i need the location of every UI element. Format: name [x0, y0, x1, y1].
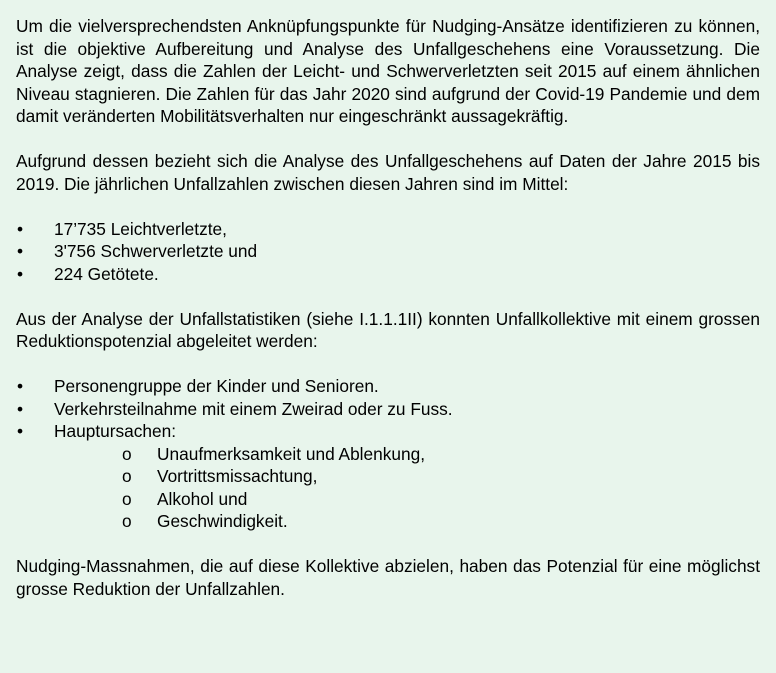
cause-inattention: o Unaufmerksamkeit und Ablenkung, [16, 443, 760, 466]
intro-paragraph: Um die vielversprechendsten Anknüpfungspunkte für Nudging-Ansätze identifizieren zu können, ist die objektive Aufbereitung und Analyse des Unfallgeschehens eine Voraussetzung. Die Analyse zeigt, dass die Zahlen der Leicht- und Schwerverletzten seit 2015 auf einem ähnlichen Niveau stagnieren. Die Zahlen für das Jahr 2020 sind aufgrund der Covid-19 Pandemie und dem damit veränderten Mobilitätsverhalten nur eingeschränkt aussagekräftig. [16, 16, 760, 126]
cause-alcohol: o Alkohol und [16, 488, 760, 511]
stat-serious-injuries: • 3'756 Schwerverletzte und [16, 240, 760, 263]
paragraph-spacer [16, 128, 760, 151]
paragraph-spacer [16, 533, 760, 556]
paragraph-spacer [16, 195, 760, 218]
paragraph-spacer [16, 285, 760, 308]
data-basis-paragraph: Aufgrund dessen bezieht sich die Analyse des Unfallgeschehens auf Daten der Jahre 2015 bis 2019. Die jährlichen Unfallzahlen zwischen diesen Jahren sind im Mittel: [16, 151, 760, 194]
stat-light-injuries: • 17’735 Leichtverletzte, [16, 218, 760, 241]
collective-two-wheelers-pedestrians: • Verkehrsteilnahme mit einem Zweirad oder zu Fuss. [16, 398, 760, 421]
accident-stats-list [16, 218, 760, 286]
paragraph-spacer [16, 353, 760, 376]
analysis-paragraph: Aus der Analyse der Unfallstatistiken (siehe I.1.1.1II) konnten Unfallkollektive mit einem grossen Reduktionspotenzial abgeleitet werden: [16, 308, 760, 351]
accident-collectives-list [16, 375, 760, 443]
collective-children-seniors: • Personengruppe der Kinder und Senioren. [16, 375, 760, 398]
main-causes-label: Hauptursachen: [54, 421, 177, 441]
cause-right-of-way: o Vortrittsmissachtung, [16, 465, 760, 488]
conclusion-paragraph: Nudging-Massnahmen, die auf diese Kollektive abzielen, haben das Potenzial für eine möglichst grosse Reduktion der Unfallzahlen. [16, 556, 760, 599]
stat-fatalities: • 224 Getötete. [16, 263, 760, 286]
main-causes-list [16, 443, 760, 533]
cause-speed: o Geschwindigkeit. [16, 510, 760, 533]
collective-main-causes [16, 420, 760, 443]
